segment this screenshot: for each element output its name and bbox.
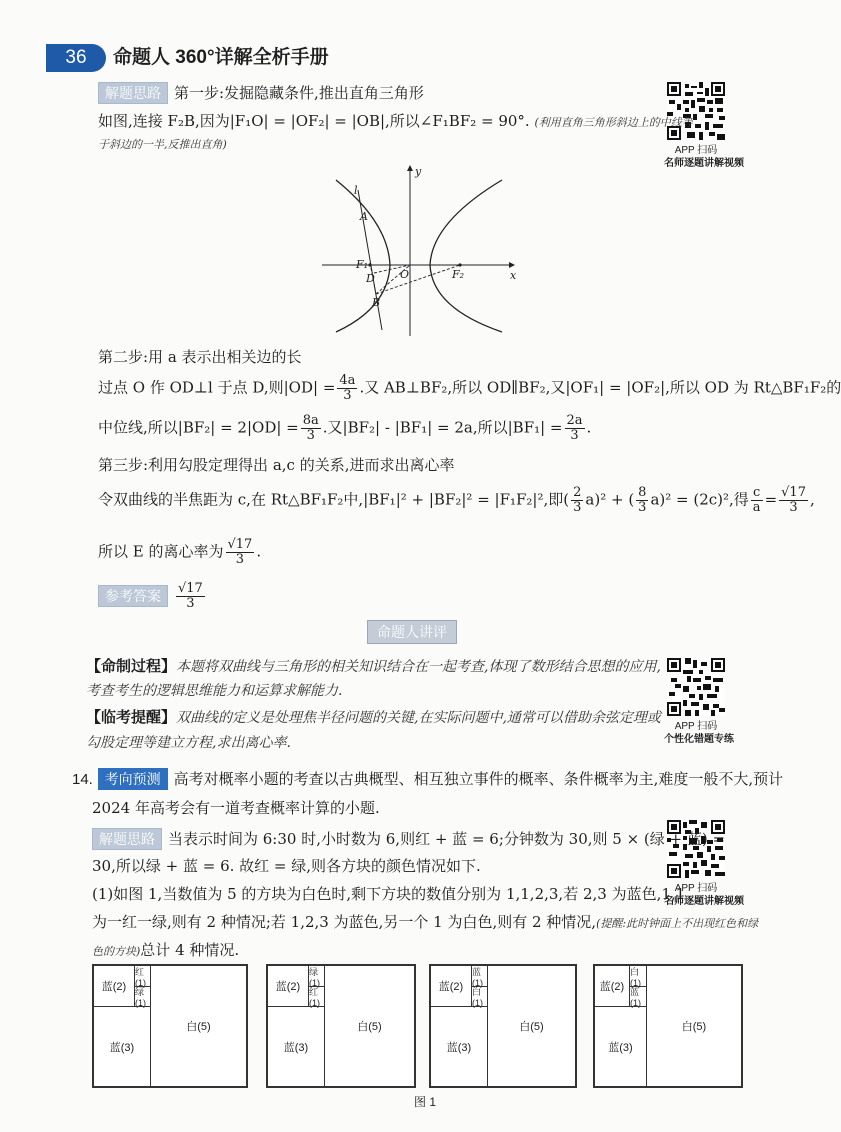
- commentary-banner: 命题人讲评: [367, 620, 457, 644]
- tip-line1: [86, 706, 661, 729]
- process-line1: [86, 655, 661, 678]
- step2-l1a: 过点 O 作 OD⊥l 于点 D,则|OD| =: [98, 378, 336, 397]
- q14-case-note-1: (提醒:此时钟面上不出现红色和绿: [596, 917, 759, 930]
- qr-code-icon[interactable]: [667, 658, 725, 716]
- left-branch: [336, 180, 390, 332]
- step3-heading: 第三步:利用勾股定理得出 a,c 的关系,进而求出离心率: [98, 456, 455, 474]
- step3-l1c: a)² = (2c)²,得: [650, 490, 749, 509]
- process-text-1: 本题将双曲线与三角形的相关知识结合在一起考查,体现了数形结合思想的应用,: [176, 659, 661, 675]
- step2-l2c: .: [586, 418, 592, 437]
- process-text-2: 考查考生的逻辑思维能力和运算求解能力.: [86, 683, 343, 699]
- label-f1: F₁: [356, 258, 369, 271]
- cell-small-top: 蓝(1): [471, 965, 488, 987]
- q14-solution-text-1: 当表示时间为 6:30 时,小时数为 6,则红 + 蓝 = 6;分钟数为 30,则 5 × (绿 + 蓝) =: [168, 830, 726, 848]
- q14-prediction-line1: [72, 768, 783, 791]
- fraction-2a-3: $\frac{2a}{3}$: [566, 413, 583, 443]
- step3-line2: [98, 538, 261, 567]
- exam-prediction-tag: 考向预测: [98, 768, 168, 790]
- step2-heading: 第二步:用 a 表示出相关边的长: [98, 348, 302, 366]
- right-branch: [430, 180, 502, 332]
- fraction-eccentricity: $\frac{√17}{3}$: [227, 537, 253, 567]
- qr-caption-1: APP 扫码 名师逐题讲解视频: [664, 145, 744, 169]
- reference-answer-tag: 参考答案: [98, 585, 168, 607]
- tip-label: 【临考提醒】: [86, 708, 177, 726]
- step2-l2a: 中位线,所以|BF₂| = 2|OD| =: [98, 418, 299, 437]
- hyperbola-figure: [318, 160, 522, 338]
- step1-text-line: [98, 110, 693, 134]
- step1-note-b: 于斜边的一半,反推出直角): [98, 138, 227, 151]
- cell-blue-2: 蓝(2): [267, 965, 309, 1007]
- q14-case-text-3: 总计 4 种情况.: [140, 941, 240, 959]
- figure-panel-1: [92, 964, 248, 1088]
- label-y: y: [415, 165, 422, 178]
- label-x: x: [510, 269, 517, 282]
- step2-l1b: .又 AB⊥BF₂,所以 OD∥BF₂,又|OF₁| = |OF₂|,所以 OD 为 Rt△BF₁F₂的: [359, 378, 841, 397]
- tip-text-1: 双曲线的定义是处理焦半径问题的关键,在实际问题中,通常可以借助余弦定理或: [176, 710, 661, 726]
- step3-l2a: 所以 E 的离心率为: [98, 542, 224, 561]
- figure-panel-3: [429, 964, 577, 1088]
- label-f2: F₂: [452, 268, 465, 281]
- step2-line2: [98, 414, 591, 443]
- q14-solution-text-2: 30,所以绿 + 蓝 = 6. 故红 = 绿,则各方块的颜色情况如下.: [92, 857, 481, 875]
- page-number: 36: [46, 44, 106, 72]
- cell-small-top: 绿(1): [308, 965, 325, 987]
- q14-prediction-text-1: 高考对概率小题的考查以古典概型、相互独立事件的概率、条件概率为主,难度一般不大,预计: [173, 770, 784, 788]
- qr-caption-3: APP 扫码 名师逐题讲解视频: [664, 883, 744, 907]
- cell-white-5: 白(5): [487, 965, 576, 1087]
- qr-caption-2: APP 扫码 个性化错题专练: [664, 721, 734, 745]
- cell-small-top: 白(1): [629, 965, 647, 987]
- q14-solution-idea-tag: 解题思路: [92, 828, 162, 850]
- point-f2: [458, 263, 461, 266]
- cell-small-bottom: 绿(1): [134, 986, 151, 1007]
- label-b: B: [372, 296, 381, 309]
- step3-line1: [98, 486, 815, 515]
- fraction-8a-3: $\frac{8a}{3}$: [302, 413, 319, 443]
- figure-caption: 图 1: [414, 1095, 437, 1109]
- label-a: A: [360, 210, 368, 223]
- step3-l1e: ,: [809, 490, 815, 509]
- figure-panel-2: [266, 964, 416, 1088]
- q14-prediction-text-2: 2024 年高考会有一道考查概率计算的小题.: [92, 799, 380, 817]
- answer-fraction: $\frac{√17}{3}$: [178, 581, 203, 611]
- q14-case-line2: [92, 911, 758, 935]
- q14-case-note-2: 色的方块): [92, 945, 141, 958]
- step1-line: [98, 82, 424, 104]
- solution-idea-tag: 解题思路: [98, 82, 168, 104]
- fraction-c-a: $\frac{c}{a}$: [752, 485, 761, 515]
- step2-l2b: .又|BF₂| - |BF₁| = 2a,所以|BF₁| =: [322, 418, 563, 437]
- cell-blue-2: 蓝(2): [430, 965, 472, 1007]
- cell-blue-3: 蓝(3): [430, 1006, 488, 1087]
- fraction-8-3: $\frac{8}{3}$: [638, 485, 647, 515]
- step3-l1d: =: [764, 490, 778, 509]
- fraction-4a-3: $\frac{4a}{3}$: [339, 373, 356, 403]
- step3-l1a: 令双曲线的半焦距为 c,在 Rt△BF₁F₂中,|BF₁|² + |BF₂|² = |F₁F₂|²,即(: [98, 490, 570, 509]
- label-o: O: [400, 268, 410, 281]
- answer-line: [98, 582, 207, 611]
- step1-heading: 第一步:发掘隐藏条件,推出直角三角形: [174, 84, 424, 102]
- cell-blue-3: 蓝(3): [594, 1006, 647, 1087]
- tip-text-2: 勾股定理等建立方程,求出离心率.: [86, 735, 291, 751]
- step1-text: 如图,连接 F₂B,因为|F₁O| = |OF₂| = |OB|,所以∠F₁BF₂ = 90°.: [98, 112, 530, 130]
- fraction-sqrt17-3: $\frac{√17}{3}$: [781, 485, 806, 515]
- label-d: D: [366, 272, 375, 285]
- cell-blue-3: 蓝(3): [267, 1006, 325, 1087]
- process-label: 【命制过程】: [86, 657, 177, 675]
- step2-line1: [98, 374, 841, 403]
- figure-panel-4: [593, 964, 743, 1088]
- cell-small-top: 红(1): [134, 965, 151, 987]
- point-f1: [368, 263, 371, 266]
- step1-note-a: (利用直角三角形斜边上的中线等: [534, 116, 693, 129]
- cell-white-5: 白(5): [324, 965, 415, 1087]
- cell-white-5: 白(5): [646, 965, 742, 1087]
- cell-small-bottom: 红(1): [308, 986, 325, 1007]
- label-l: l: [354, 184, 358, 197]
- q14-case-text-2: 为一红一绿,则有 2 种情况;若 1,2,3 为蓝色,另一个 1 为白色,则有 2 种情况,: [92, 913, 597, 931]
- cell-small-bottom: 白(1): [471, 986, 488, 1007]
- q14-case-line3: [92, 939, 239, 963]
- q14-number: 14.: [72, 771, 93, 788]
- cell-blue-2: 蓝(2): [93, 965, 135, 1007]
- q14-case-text-1: (1)如图 1,当数值为 5 的方块为白色时,剩下方块的数值分别为 1,1,2,3,若 2,3 为蓝色,1,1: [92, 885, 686, 903]
- cell-white-5: 白(5): [150, 965, 247, 1087]
- fraction-2-3: $\frac{2}{3}$: [573, 485, 582, 515]
- cell-blue-2: 蓝(2): [594, 965, 630, 1007]
- cell-small-bottom: 蓝(1): [629, 986, 647, 1007]
- cell-blue-3: 蓝(3): [93, 1006, 151, 1087]
- q14-solution-line1: [92, 828, 725, 850]
- book-title: 命题人 360°详解全析手册: [113, 47, 329, 68]
- step3-l1b: a)² + (: [585, 490, 635, 509]
- step3-l2b: .: [256, 542, 262, 561]
- qr-block-2[interactable]: [664, 658, 734, 746]
